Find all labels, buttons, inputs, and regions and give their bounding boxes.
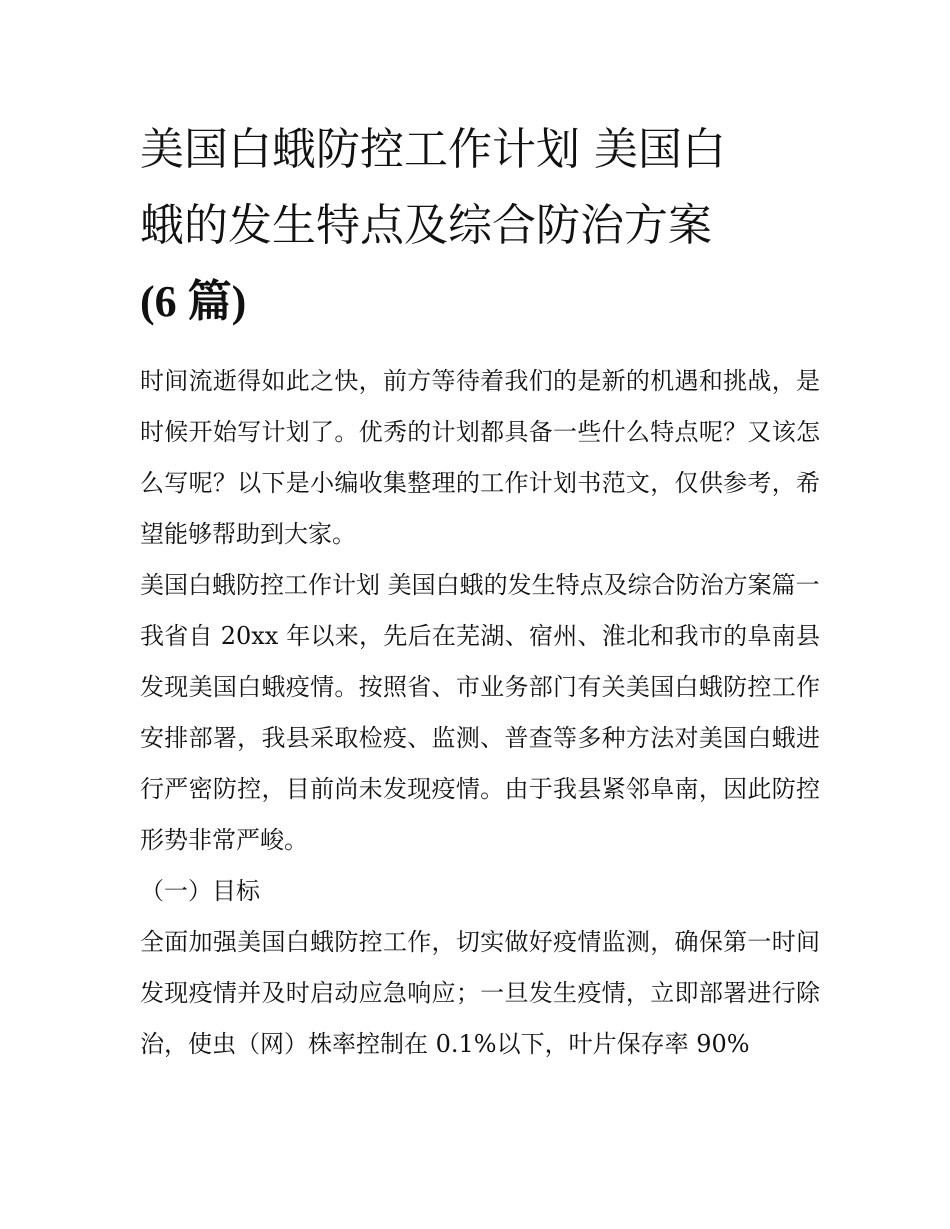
intro-paragraph: 时间流逝得如此之快，前方等待着我们的是新的机遇和挑战，是时候开始写计划了。优秀的计划都具备一些什么特点呢？又该怎么写呢？以下是小编收集整理的工作计划书范文，仅供参考，希望能够帮助到大家。 [140,367,820,548]
goal-paragraph: 全面加强美国白蛾防控工作，切实做好疫情监测，确保第一时间发现疫情并及时启动应急响应；一旦发生疫情，立即部署进行除治，使虫（网）株率控制在 0.1%以下，叶片保存率 90% [140,928,820,1058]
title-line-2: 蛾的发生特点及综合防治方案 [140,200,712,251]
section-heading: 美国白蛾防控工作计划 美国白蛾的发生特点及综合防治方案篇一 [140,571,820,599]
document-title [140,112,820,340]
document-body [140,356,820,1070]
subsection-heading: （一）目标 [140,877,260,905]
background-paragraph: 我省自 20xx 年以来，先后在芜湖、宿州、淮北和我市的阜南县发现美国白蛾疫情。按照省、市业务部门有关美国白蛾防控工作安排部署，我县采取检疫、监测、普查等多种方法对美国白蛾进行严密防控，目前尚未发现疫情。由于我县紧邻阜南，因此防控形势非常严峻。 [140,622,820,854]
title-line-3: (6 篇) [140,277,247,326]
title-line-1: 美国白蛾防控工作计划 美国白 [140,124,726,175]
